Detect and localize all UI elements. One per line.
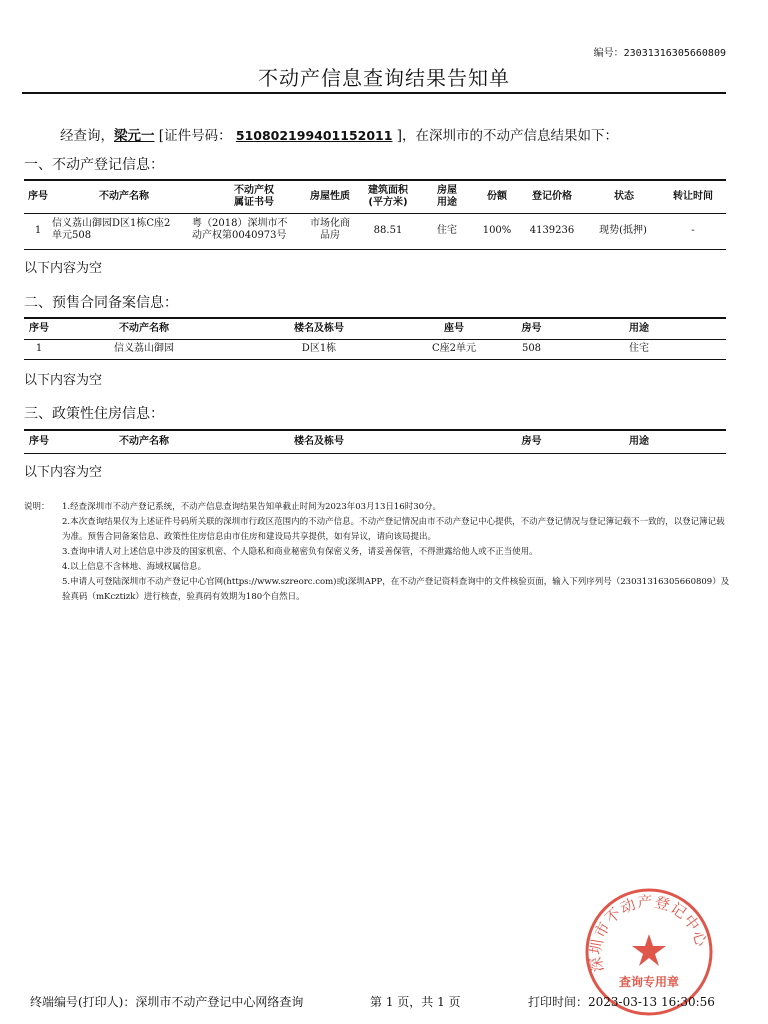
header-cell: 序号 bbox=[29, 436, 49, 447]
presale-empty-note: 以下内容为空 bbox=[24, 373, 103, 388]
intro-suffix: ]，在深圳市的不动产信息结果如下： bbox=[396, 128, 619, 144]
header-cell: 房屋 用途 bbox=[437, 185, 457, 208]
header-cell: 登记价格 bbox=[532, 191, 572, 202]
row-cell: 住宅 bbox=[437, 225, 457, 236]
title-divider bbox=[22, 92, 726, 94]
row-cell: 100% bbox=[482, 225, 512, 236]
notes-label: 说明： bbox=[24, 502, 50, 512]
row-cell: 4139236 bbox=[529, 225, 575, 236]
header-cell: 楼名及栋号 bbox=[294, 436, 344, 447]
policy-housing-empty-note: 以下内容为空 bbox=[24, 465, 103, 480]
header-cell: 房号 bbox=[521, 323, 542, 334]
header-cell: 序号 bbox=[29, 323, 49, 334]
row-cell: - bbox=[691, 225, 695, 236]
header-cell: 序号 bbox=[28, 191, 48, 202]
footer-terminal: 终端编号(打印人)：深圳市不动产登记中心网络查询 bbox=[30, 995, 304, 1009]
header-cell: 不动产权 属证书号 bbox=[234, 185, 274, 208]
header-cell: 不动产名称 bbox=[119, 323, 169, 334]
footer-page-number: 第 1 页，共 1 页 bbox=[370, 995, 461, 1009]
header-cell: 用途 bbox=[629, 436, 649, 447]
row-cell: 住宅 bbox=[629, 343, 649, 354]
row-cell: 88.51 bbox=[373, 225, 403, 236]
header-cell: 房屋性质 bbox=[310, 191, 350, 202]
id-label: [证件号码： bbox=[158, 128, 232, 144]
header-cell: 楼名及栋号 bbox=[294, 323, 344, 334]
table-row bbox=[24, 339, 726, 360]
document-serial-number: 编号：23031316305660809 bbox=[593, 48, 726, 59]
registration-empty-note: 以下内容为空 bbox=[24, 261, 103, 276]
query-intro bbox=[60, 124, 618, 144]
applicant-name: 梁元一 bbox=[114, 128, 155, 144]
header-cell: 状态 bbox=[614, 191, 634, 202]
note-item: 3.查询申请人对上述信息中涉及的国家机密、个人隐私和商业秘密负有保密义务，请妥善保管，不得泄露给他人或不正当使用。 bbox=[62, 547, 538, 557]
row-cell: 1 bbox=[35, 343, 43, 354]
policy-housing-table-header bbox=[24, 429, 726, 454]
intro-prefix: 经查询， bbox=[60, 128, 114, 144]
header-cell: 不动产名称 bbox=[99, 191, 149, 202]
header-cell: 份额 bbox=[487, 191, 507, 202]
header-cell: 不动产名称 bbox=[119, 436, 169, 447]
row-cell: 信义荔山御园 bbox=[114, 343, 174, 354]
row-cell: 粤（2018）深圳市不 动产权第0040973号 bbox=[192, 218, 288, 241]
note-item: 2.本次查询结果仅为上述证件号码所关联的深圳市行政区范围内的不动产信息。不动产登记情况由市不动产登记中心提供，不动产登记情况与登记簿记载不一致的，以登记簿记载为准。预售合同备案信息、政策性住房信息由市住房和建设局共享提供，如有异议，请向该局提出。 bbox=[62, 517, 725, 542]
row-cell: C座2单元 bbox=[431, 343, 476, 354]
registration-table-header bbox=[24, 179, 726, 214]
header-cell: 转让时间 bbox=[673, 191, 713, 202]
row-cell: D区1栋 bbox=[301, 343, 337, 354]
section-registration-title: 一、不动产登记信息： bbox=[24, 157, 164, 173]
header-cell: 房号 bbox=[521, 436, 542, 447]
section-policy-housing-title: 三、政策性住房信息： bbox=[24, 406, 164, 422]
table-row bbox=[24, 213, 726, 250]
row-cell: 508 bbox=[521, 343, 542, 354]
row-cell: 1 bbox=[34, 225, 42, 236]
note-item: 4.以上信息不含林地、海域权属信息。 bbox=[62, 562, 207, 572]
header-cell: 建筑面积 (平方米) bbox=[368, 185, 408, 208]
note-item: 1.经查深圳市不动产登记系统，不动产信息查询结果告知单截止时间为2023年03月13日16时30分。 bbox=[62, 502, 442, 512]
svg-text:深圳市不动产登记中心: 深圳市不动产登记中心 bbox=[586, 892, 711, 974]
header-cell: 座号 bbox=[444, 323, 464, 334]
footer-print-time: 打印时间：2023-03-13 16:30:56 bbox=[528, 995, 715, 1009]
row-cell: 现势(抵押) bbox=[599, 225, 647, 236]
row-cell: 市场化商 品房 bbox=[310, 218, 350, 241]
id-number: 510802199401152011 bbox=[235, 128, 393, 143]
note-item: 5.申请人可登陆深圳市不动产登记中心官网(https://www.szreorc.com)或i深圳APP，在不动产登记资料查询中的文件核验页面，输入下列序列号（23031316305660809）及验真码（mKcztizk）进行核查，验真码有效期为180个自然日。 bbox=[62, 577, 730, 602]
header-cell: 用途 bbox=[629, 323, 649, 334]
presale-table-header bbox=[24, 317, 726, 340]
svg-text:查询专用章: 查询专用章 bbox=[618, 975, 680, 989]
document-title: 不动产信息查询结果告知单 bbox=[258, 66, 510, 90]
row-cell: 信义荔山御园D区1栋C座2 单元508 bbox=[52, 218, 171, 241]
section-presale-title: 二、预售合同备案信息： bbox=[24, 295, 178, 311]
